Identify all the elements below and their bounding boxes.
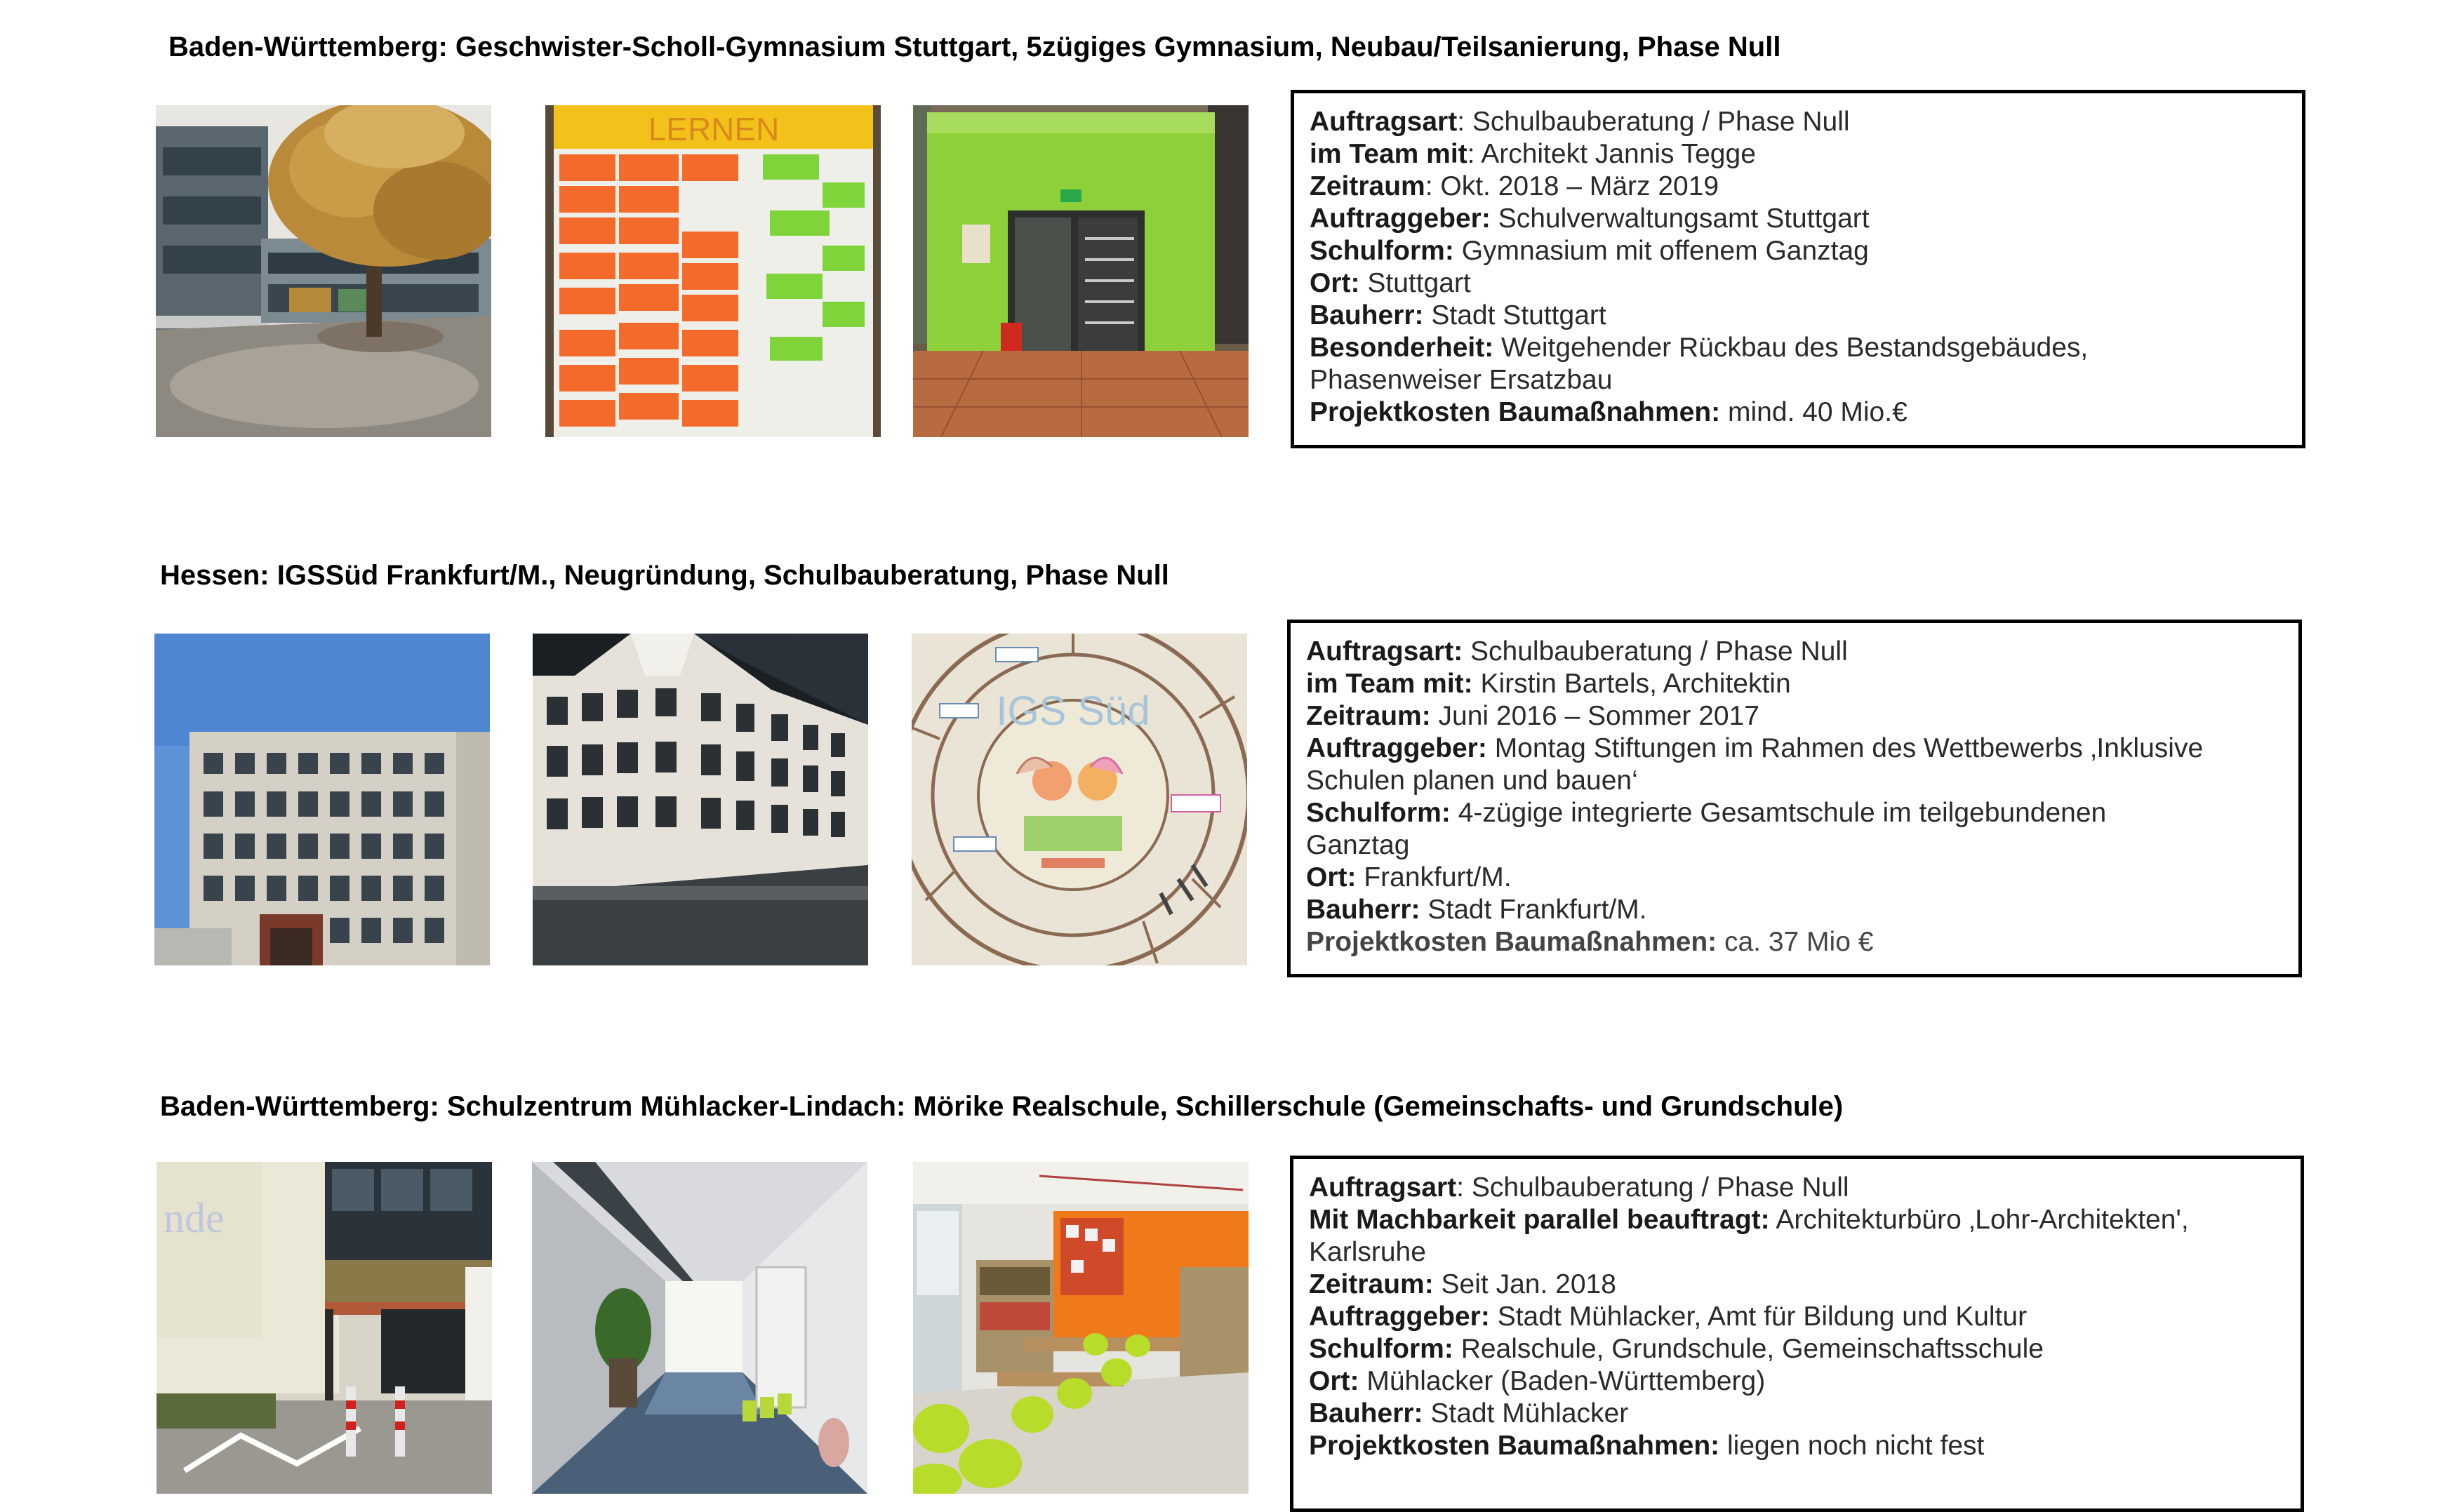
detail-line: Projektkosten Baumaßnahmen: ca. 37 Mio € bbox=[1306, 927, 1874, 957]
detail-line: Zeitraum: Seit Jan. 2018 bbox=[1309, 1269, 1616, 1299]
detail-line: Auftragsart: Schulbauberatung / Phase Null bbox=[1309, 1172, 1849, 1203]
detail-line: im Team mit: Architekt Jannis Tegge bbox=[1310, 139, 1756, 169]
detail-continuation: Phasenweiser Ersatzbau bbox=[1310, 365, 1613, 395]
drawing-title: IGS Süd bbox=[996, 688, 1150, 734]
green-stairwell-photo bbox=[913, 105, 1249, 437]
detail-continuation: Karlsruhe bbox=[1309, 1237, 1426, 1267]
school-corridor-photo bbox=[532, 1162, 867, 1494]
project-details-box bbox=[1290, 1156, 2304, 1512]
learning-poster-photo bbox=[545, 105, 881, 437]
detail-line: Auftraggeber: Montag Stiftungen im Rahmen des Wettbewerbs ‚Inklusive bbox=[1306, 733, 2204, 763]
detail-line: Auftraggeber: Stadt Mühlacker, Amt für Bildung und Kultur bbox=[1309, 1302, 2028, 1332]
detail-line: Bauherr: Stadt Frankfurt/M. bbox=[1306, 895, 1647, 925]
school-building-angle-photo bbox=[533, 634, 868, 965]
project-title: Baden-Württemberg: Schulzentrum Mühlacker-Lindach: Mörike Realschule, Schillerschule (Gemeinschafts- und Grundschule) bbox=[160, 1091, 1844, 1122]
detail-continuation: Ganztag bbox=[1306, 830, 1410, 860]
school-courtyard-photo bbox=[156, 105, 491, 437]
school-facade-photo bbox=[154, 634, 490, 965]
classroom-photo bbox=[913, 1162, 1249, 1494]
detail-line: Bauherr: Stadt Stuttgart bbox=[1310, 300, 1606, 330]
detail-line: Ort: Mühlacker (Baden-Württemberg) bbox=[1309, 1366, 1766, 1396]
detail-line: Schulform: Gymnasium mit offenem Ganztag bbox=[1310, 236, 1869, 266]
detail-line: Besonderheit: Weitgehender Rückbau des Bestandsgebäudes, bbox=[1310, 333, 2089, 363]
detail-line: Schulform: 4-zügige integrierte Gesamtschule im teilgebundenen bbox=[1306, 798, 2107, 828]
detail-line: Projektkosten Baumaßnahmen: liegen noch nicht fest bbox=[1309, 1431, 1985, 1461]
wall-lettering-icon: nde bbox=[164, 1195, 225, 1241]
detail-line: Ort: Frankfurt/M. bbox=[1306, 862, 1512, 892]
school-entrance-photo bbox=[157, 1162, 492, 1494]
poster-heading: LERNEN bbox=[648, 111, 780, 147]
detail-line: Ort: Stuttgart bbox=[1310, 268, 1471, 298]
igs-sued-drawing-photo bbox=[912, 634, 1247, 965]
detail-line: im Team mit: Kirstin Bartels, Architektin bbox=[1306, 669, 1791, 699]
detail-line: Schulform: Realschule, Grundschule, Gemeinschaftsschule bbox=[1309, 1334, 2044, 1364]
detail-continuation: Schulen planen und bauen‘ bbox=[1306, 765, 1638, 796]
detail-line: Auftragsart: Schulbauberatung / Phase Null bbox=[1306, 636, 1848, 667]
detail-line: Zeitraum: Okt. 2018 – März 2019 bbox=[1310, 171, 1719, 201]
detail-line: Projektkosten Baumaßnahmen: mind. 40 Mio.€ bbox=[1310, 397, 1908, 427]
detail-line: Auftraggeber: Schulverwaltungsamt Stuttgart bbox=[1310, 203, 1870, 234]
detail-line: Zeitraum: Juni 2016 – Sommer 2017 bbox=[1306, 701, 1759, 731]
detail-line: Bauherr: Stadt Mühlacker bbox=[1309, 1398, 1629, 1429]
detail-line: Auftragsart: Schulbauberatung / Phase Null bbox=[1310, 107, 1850, 137]
project-details-box bbox=[1287, 620, 2302, 977]
detail-line: Mit Machbarkeit parallel beauftragt: Architekturbüro ‚Lohr-Architekten', bbox=[1309, 1205, 2189, 1235]
project-details-box bbox=[1291, 90, 2305, 448]
project-title: Hessen: IGSSüd Frankfurt/M., Neugründung, Schulbauberatung, Phase Null bbox=[160, 560, 1169, 591]
project-title: Baden-Württemberg: Geschwister-Scholl-Gymnasium Stuttgart, 5zügiges Gymnasium, Neubau/Teilsanierung, Phase Null bbox=[168, 32, 1781, 62]
